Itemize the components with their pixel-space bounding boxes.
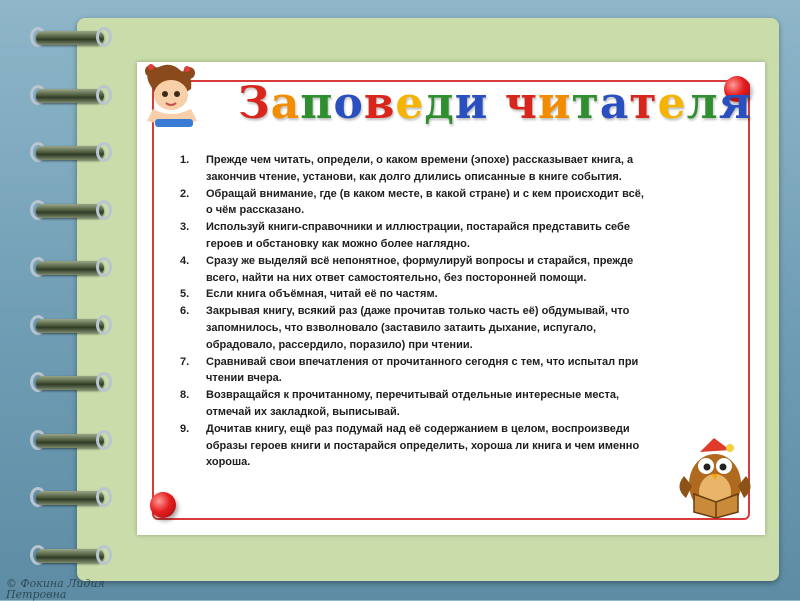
title-letter: я (718, 78, 753, 129)
reader-rules-list (180, 152, 700, 471)
rule-number: 7. (180, 355, 190, 368)
title-letter: е (657, 78, 687, 129)
spiral-ring-icon (30, 85, 112, 107)
title-letter: е (395, 78, 425, 129)
rule-line: Сразу же выделяй всё непонятное, формулируй вопросы и старайся, прежде (206, 254, 634, 267)
rule-line: отмечай их закладкой, выписывай. (206, 405, 400, 418)
rule-text (206, 303, 700, 353)
rule-number: 9. (180, 422, 190, 435)
rule-number: 1. (180, 154, 190, 166)
rule-line: хороша. (206, 456, 251, 469)
rule-text (206, 152, 700, 186)
rule-line: Обращай внимание, где (в каком месте, в какой стране) и с кем происходит всё, (206, 187, 644, 200)
rule-text (206, 186, 700, 220)
title-letter: З (238, 78, 271, 129)
rule-line: запомнилось, что взволновало (заставило затаить дыхание, испугало, (206, 321, 597, 334)
spiral-ring-icon (30, 372, 112, 394)
rule-line: Используй книги-справочники и иллюстрации, постарайся представить себе (206, 221, 630, 234)
rule-line: обрадовало, рассердило, поразило) при чтении. (206, 338, 473, 351)
rule-line: Закрывая книгу, всякий раз (даже прочитав только часть её) обдумывай, что (206, 305, 630, 318)
rule-line: Возвращайся к прочитанному, перечитывай отдельные интересные места, (206, 389, 620, 402)
spiral-ring-icon (30, 430, 112, 452)
rule-line: Сравнивай свои впечатления от прочитанного сегодня с тем, что испытал при (206, 355, 639, 368)
rule-number: 6. (180, 305, 190, 318)
rule-number: 2. (180, 187, 190, 200)
rule-text (206, 286, 700, 303)
title-letter: и (454, 78, 489, 129)
rule-line: образы героев книги и постарайся определить, хороша ли книга и чем именно (206, 439, 640, 452)
page-title (238, 72, 753, 136)
spiral-ring-icon (30, 545, 112, 567)
rule-line: всего, найти на них ответ самостоятельно, без посторонней помощи. (206, 271, 587, 284)
rule-number: 8. (180, 389, 190, 402)
rule-number: 4. (180, 254, 190, 267)
title-letter: д (424, 78, 455, 129)
rule-text (206, 354, 700, 388)
rule-text (206, 253, 700, 287)
title-letter: п (300, 78, 334, 129)
rule-number: 5. (180, 288, 190, 301)
copyright-line: Петровна (6, 588, 67, 601)
rule-item (180, 219, 700, 253)
rule-text (206, 421, 700, 471)
rule-item (180, 303, 700, 353)
pushpin-icon (150, 492, 180, 522)
title-letter: о (333, 78, 364, 129)
title-letter: т (629, 78, 658, 129)
rule-item (180, 421, 700, 471)
rule-text (206, 387, 700, 421)
rule-line: о чём рассказано. (206, 204, 305, 217)
spiral-ring-icon (30, 487, 112, 509)
title-letter: т (571, 78, 600, 129)
rule-text (206, 219, 700, 253)
title-letter: а (599, 78, 630, 129)
rule-line: Если книга объёмная, читай её по частям. (206, 288, 438, 301)
title-letter (488, 78, 504, 129)
spiral-ring-icon (30, 315, 112, 337)
rule-line: Прежде чем читать, определи, о каком времени (эпохе) рассказывает книга, а (206, 154, 634, 166)
rule-line: Дочитав книгу, ещё раз подумай над её содержанием в целом, воспроизведи (206, 422, 630, 435)
copyright-text (6, 578, 136, 600)
girl-reading-icon (141, 63, 203, 133)
rule-line: чтении вчера. (206, 372, 282, 385)
rule-item (180, 354, 700, 388)
rule-item (180, 186, 700, 220)
rule-item (180, 286, 700, 303)
title-letter: в (363, 78, 396, 129)
rule-line: закончив чтение, установи, как долго длились описанные в книге события. (206, 170, 622, 183)
copyright-line: © Фокина Лидия (6, 577, 105, 590)
spiral-ring-icon (30, 200, 112, 222)
title-letter: а (270, 78, 301, 129)
title-letter: и (537, 78, 572, 129)
rule-item (180, 253, 700, 287)
spiral-ring-icon (30, 27, 112, 49)
rule-number: 3. (180, 221, 190, 234)
spiral-ring-icon (30, 257, 112, 279)
rule-line: героев и обстановку как можно более наглядно. (206, 237, 470, 250)
title-letter: ч (504, 78, 538, 129)
rule-item (180, 387, 700, 421)
rule-item (180, 152, 700, 186)
spiral-ring-icon (30, 142, 112, 164)
title-letter: л (686, 78, 719, 129)
